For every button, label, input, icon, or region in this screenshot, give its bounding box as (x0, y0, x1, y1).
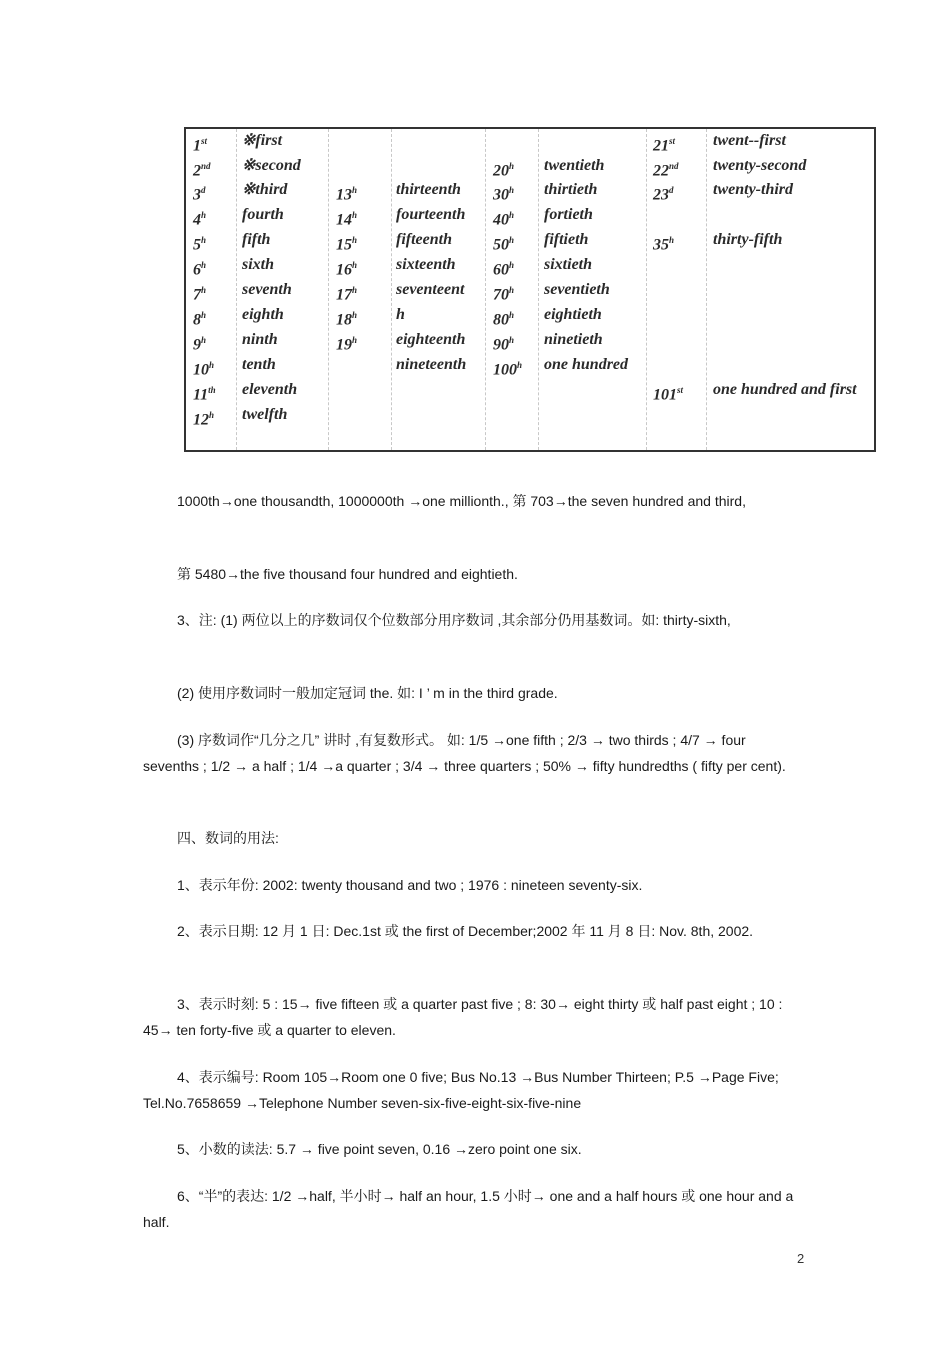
paragraph-numbers: 4、表示编号: Room 105→Room one 0 five; Bus No.13 →Bus Number Thirteen; P.5 →Page Five; Tel.No.7658659 →Telephone Number seven-six-five-eight-six-five-nine (143, 1069, 779, 1111)
table-ordinal-number: 11th (193, 385, 216, 404)
paragraph-note-3: (3) 序数词作“几分之几” 讲时 ,有复数形式。 如: 1/5 →one fifth ; 2/3 → two thirds ; 4/7 → four sevenths ; 1/2 → a half ; 1/4 →a quarter ; 3/4 → three quarters ; 50% → fifty hundredths ( fifty per cent). (143, 732, 786, 774)
paragraph-note-2: (2) 使用序数词时一般加定冠词 the. 如: I ’ m in the third grade. (177, 685, 558, 701)
table-ordinal-word: seventh (242, 281, 292, 298)
table-ordinal-word: fourth (242, 206, 284, 223)
table-ordinal-word: twent--first (713, 132, 786, 149)
table-ordinal-word: ※first (242, 132, 283, 149)
table-ordinal-word: twenty-second (713, 157, 807, 174)
table-ordinal-word: fifteenth (396, 231, 452, 248)
table-ordinal-number: 1st (193, 136, 208, 155)
page-number: 2 (797, 1251, 805, 1266)
column-divider (485, 129, 486, 450)
paragraph-large-ordinals: 1000th→one thousandth, 1000000th →one millionth., 第 703→the seven hundred and third, (177, 493, 746, 509)
table-ordinal-number: 14$^h$ (336, 210, 358, 229)
table-ordinal-word: sixteenth (396, 256, 456, 273)
table-ordinal-word: eightieth (544, 306, 602, 323)
table-ordinal-word: twelfth (242, 406, 288, 423)
table-ordinal-number: 40$^h$ (493, 210, 515, 229)
paragraph-5480: 第 5480→the five thousand four hundred and eightieth. (177, 566, 518, 582)
column-divider (646, 129, 647, 450)
table-ordinal-number: 17$^h$ (336, 285, 358, 304)
table-ordinal-number: 8$^h$ (193, 310, 207, 329)
table-ordinal-number: 16$^h$ (336, 260, 358, 279)
table-ordinal-word: twentieth (544, 157, 605, 174)
table-ordinal-number: 6$^h$ (193, 260, 207, 279)
table-ordinal-word: fortieth (544, 206, 593, 223)
table-ordinal-number: 5$^h$ (193, 235, 207, 254)
column-divider (328, 129, 329, 450)
table-ordinal-word: one hundred (544, 356, 629, 373)
table-ordinal-number: 2nd (193, 161, 211, 180)
table-ordinal-number: 9$^h$ (193, 335, 207, 354)
column-divider (538, 129, 539, 450)
column-divider (391, 129, 392, 450)
table-ordinal-word: tenth (242, 356, 276, 373)
table-ordinal-word: fifth (242, 231, 271, 248)
table-ordinal-number: 21st (653, 136, 676, 155)
table-ordinal-word: h (396, 306, 405, 323)
table-ordinal-word: eighth (242, 306, 284, 323)
table-ordinal-number: 101st (653, 385, 684, 404)
table-ordinal-number: 13$^h$ (336, 185, 358, 204)
table-ordinal-word: eleventh (242, 381, 298, 398)
table-ordinal-number: 35$^h$ (653, 235, 675, 254)
table-ordinal-word: thirteenth (396, 181, 461, 198)
table-ordinal-word: twenty-third (713, 181, 794, 198)
table-ordinal-number: 23$^d$ (653, 185, 674, 204)
paragraph-years: 1、表示年份: 2002: twenty thousand and two ; 1976 : nineteen seventy-six. (177, 877, 643, 893)
column-divider (236, 129, 237, 450)
table-ordinal-number: 7$^h$ (193, 285, 207, 304)
table-ordinal-number: 90$^h$ (493, 335, 515, 354)
paragraph-decimals: 5、小数的读法: 5.7 → five point seven, 0.16 →zero point one six. (177, 1141, 582, 1157)
paragraph-note-1: 3、注: (1) 两位以上的序数词仅个位数部分用序数词 ,其余部分仍用基数词。如: thirty-sixth, (177, 612, 731, 628)
table-ordinal-word: seventeent (396, 281, 465, 298)
section-heading-usage: 四、数词的用法: (177, 830, 279, 846)
paragraph-dates: 2、表示日期: 12 月 1 日: Dec.1st 或 the first of December;2002 年 11 月 8 日: Nov. 8th, 2002. (177, 923, 754, 939)
table-ordinal-word: seventieth (544, 281, 610, 298)
table-ordinal-number: 80$^h$ (493, 310, 515, 329)
column-divider (706, 129, 707, 450)
table-ordinal-number: 50$^h$ (493, 235, 515, 254)
table-ordinal-word: ※third (242, 181, 288, 198)
table-ordinal-word: eighteenth (396, 331, 466, 348)
table-ordinal-word: fiftieth (544, 231, 589, 248)
paragraph-times: 3、表示时刻: 5 : 15→ five fifteen 或 a quarter past five ; 8: 30→ eight thirty 或 half past eight ; 10 : 45→ ten forty-five 或 a quarter to eleven. (143, 996, 783, 1038)
table-ordinal-number: 30$^h$ (493, 185, 515, 204)
table-ordinal-word: ninetieth (544, 331, 603, 348)
table-ordinal-number: 19$^h$ (336, 335, 358, 354)
table-ordinal-word: thirty-fifth (713, 231, 783, 248)
table-ordinal-word: sixth (242, 256, 275, 273)
paragraph-half: 6、“半”的表达: 1/2 →half, 半小时→ half an hour, 1.5 小时→ one and a half hours 或 one hour and a half. (143, 1188, 794, 1230)
table-ordinal-word: nineteenth (396, 356, 467, 373)
table-ordinal-number: 22nd (653, 161, 679, 180)
table-ordinal-number: 100$^h$ (493, 360, 523, 379)
table-ordinal-number: 15$^h$ (336, 235, 358, 254)
table-ordinal-number: 60$^h$ (493, 260, 515, 279)
table-ordinal-number: 4$^h$ (193, 210, 207, 229)
table-ordinal-word: one hundred and first (713, 381, 857, 398)
table-ordinal-word: ※second (242, 157, 301, 174)
table-ordinal-number: 10$^h$ (193, 360, 215, 379)
table-ordinal-number: 18$^h$ (336, 310, 358, 329)
table-ordinal-number: 3$^d$ (193, 185, 206, 204)
table-ordinal-number: 12$^h$ (193, 410, 215, 429)
table-ordinal-number: 20$^h$ (493, 161, 515, 180)
table-ordinal-word: ninth (242, 331, 278, 348)
table-ordinal-word: sixtieth (544, 256, 593, 273)
table-ordinal-number: 70$^h$ (493, 285, 515, 304)
table-ordinal-word: thirtieth (544, 181, 598, 198)
table-ordinal-word: fourteenth (396, 206, 466, 223)
